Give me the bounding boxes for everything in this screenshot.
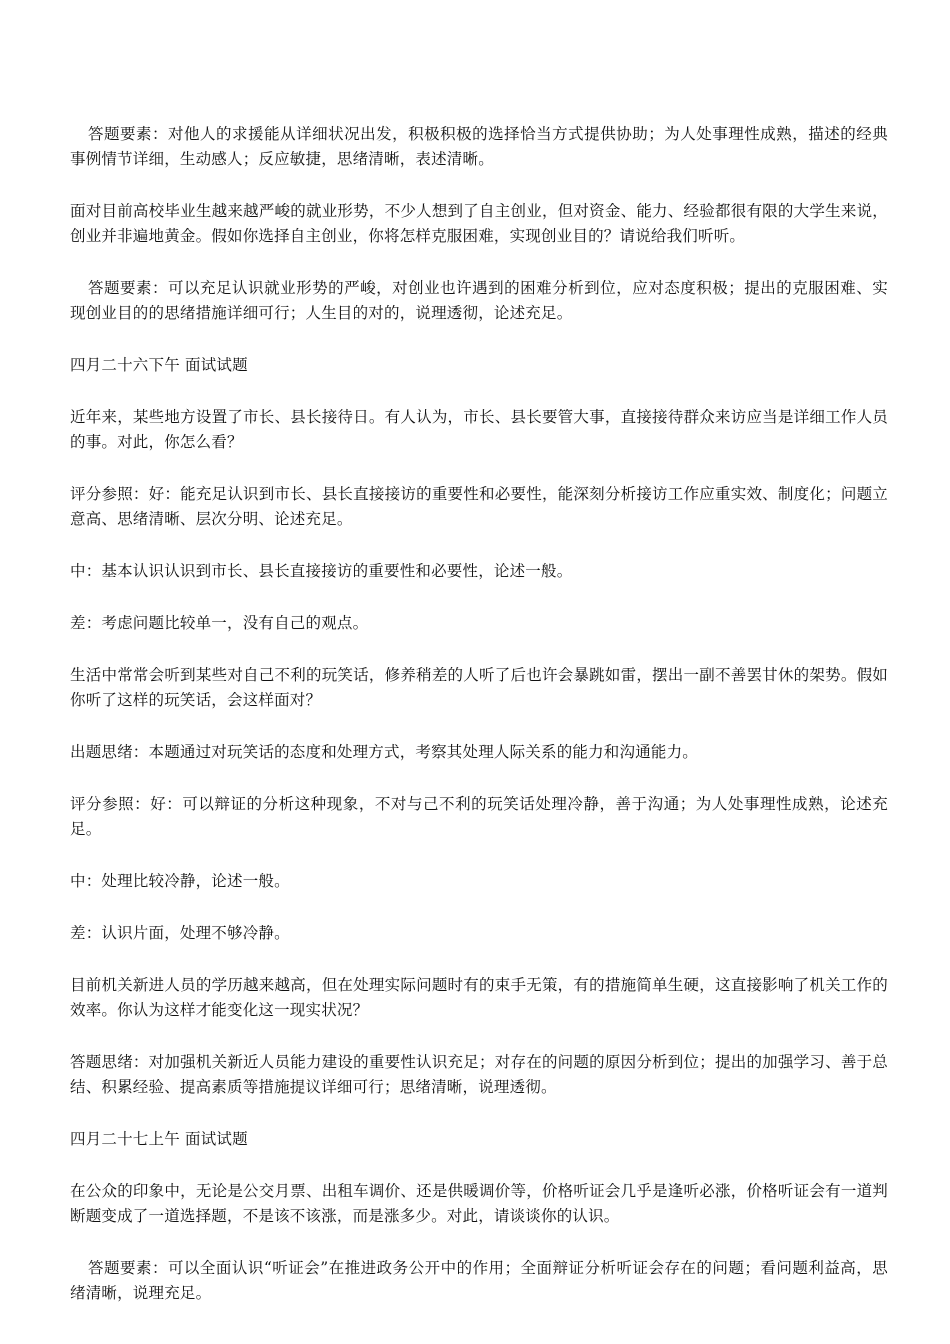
section-heading-april-26-afternoon: 四月二十六下午 面试试题 [70,356,248,374]
paragraph-question-price-hearing: 在公众的印象中，无论是公交月票、出租车调价、还是供暖调价等，价格听证会几乎是逢听必涨，价格听证会有一道判断题变成了一道选择题，不是该不该涨，而是涨多少。对此，请谈谈你的认识。 [70,1182,888,1225]
paragraph-scoring-medium-1: 中：基本认识认识到市长、县长直接接访的重要性和必要性，论述一般。 [70,562,573,580]
paragraph-question-mayor-reception: 近年来，某些地方设置了市长、县长接待日。有人认为，市长、县长要管大事，直接接待群众来访应当是详细工作人员的事。对此，你怎么看？ [70,408,888,451]
paragraph-question-entrepreneurship: 面对目前高校毕业生越来越严峻的就业形势，不少人想到了自主创业，但对资金、能力、经验都很有限的大学生来说，创业并非遍地黄金。假如你选择自主创业，你将怎样克服困难，实现创业目的？请说给我们听听。 [70,202,888,245]
paragraph-question-intent: 出题思绪：本题通过对玩笑话的态度和处理方式，考察其处理人际关系的能力和沟通能力。 [70,743,699,761]
paragraph-scoring-poor-1: 差：考虑问题比较单一，没有自己的观点。 [70,614,369,632]
paragraph-question-new-staff: 目前机关新进人员的学历越来越高，但在处理实际问题时有的束手无策，有的措施简单生硬，这直接影响了机关工作的效率。你认为这样才能变化这一现实状况？ [70,976,888,1019]
paragraph-answer-elements-2: 答题要素：可以充足认识就业形势的严峻，对创业也许遇到的困难分析到位，应对态度积极；提出的克服困难、实现创业目的的思绪措施详细可行；人生目的对的，说理透彻，论述充足。 [70,279,888,322]
document-body [70,122,888,1333]
paragraph-question-jokes: 生活中常常会听到某些对自己不利的玩笑话，修养稍差的人听了后也许会暴跳如雷，摆出一副不善罢甘休的架势。假如你听了这样的玩笑话，会这样面对？ [70,666,888,709]
paragraph-scoring-good-2: 评分参照：好：可以辩证的分析这种现象，不对与己不利的玩笑话处理冷静，善于沟通；为人处事理性成熟，论述充足。 [70,795,888,838]
paragraph-scoring-poor-2: 差：认识片面，处理不够冷静。 [70,924,290,942]
section-heading-april-27-morning: 四月二十七上午 面试试题 [70,1130,248,1148]
paragraph-answer-elements-1: 答题要素：对他人的求援能从详细状况出发，积极积极的选择恰当方式提供协助；为人处事理性成熟，描述的经典事例情节详细，生动感人；反应敏捷，思绪清晰，表述清晰。 [70,125,888,168]
paragraph-scoring-medium-2: 中：处理比较冷静，论述一般。 [70,872,290,890]
paragraph-scoring-good-1: 评分参照：好：能充足认识到市长、县长直接接访的重要性和必要性，能深刻分析接访工作应重实效、制度化；问题立意高、思绪清晰、层次分明、论述充足。 [70,485,888,528]
paragraph-answer-elements-3: 答题要素：可以全面认识“听证会”在推进政务公开中的作用；全面辩证分析听证会存在的问题；看问题利益高，思绪清晰，说理充足。 [70,1259,888,1302]
paragraph-answer-approach: 答题思绪：对加强机关新近人员能力建设的重要性认识充足；对存在的问题的原因分析到位；提出的加强学习、善于总结、积累经验、提高素质等措施提议详细可行；思绪清晰，说理透彻。 [70,1053,888,1096]
